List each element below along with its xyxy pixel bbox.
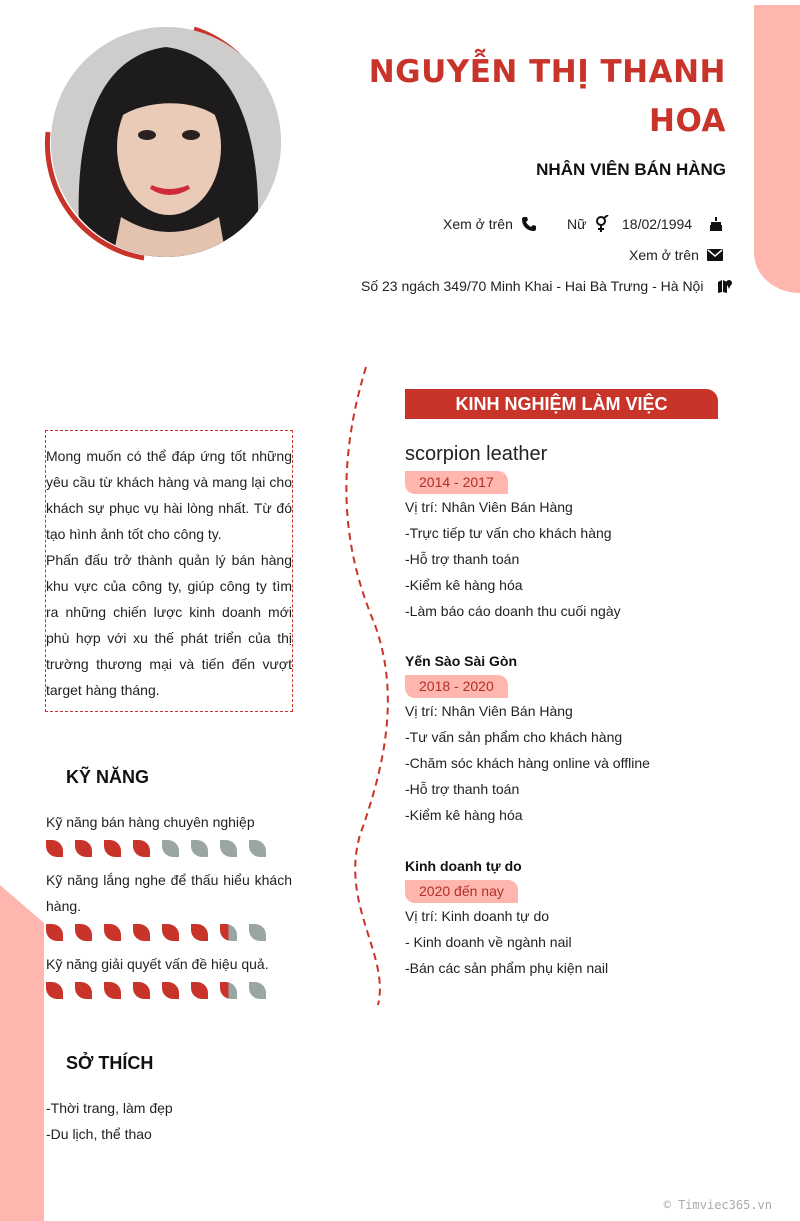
phone-icon [519,215,539,233]
skill-dot [104,982,121,999]
skill-dot [46,924,63,941]
contact-address [361,277,735,295]
job-line: -Bán các sản phẩm phụ kiện nail [405,960,609,976]
skill-dot [133,840,150,857]
skill-rating [46,840,266,857]
job-line: -Làm báo cáo doanh thu cuối ngày [405,603,621,619]
skill-label: Kỹ năng bán hàng chuyên nghiệp [46,814,255,830]
job-line: -Kiểm kê hàng hóa [405,577,523,593]
address-value: Số 23 ngách 349/70 Minh Khai - Hai Bà Trưng - Hà Nội [361,278,704,294]
skill-dot [75,982,92,999]
contact-birthday [622,215,726,233]
job-line: -Hỗ trợ thanh toán [405,551,520,567]
skills-title: KỸ NĂNG [66,767,150,787]
objective-paragraph-2: Phấn đấu trở thành quản lý bán hàng khu vực của công ty, giúp công ty tìm ra những chiến lược kinh doanh mới phù hợp với xu thế phát triển của thị trường thương mại và tiến đến vượt target hàng tháng. [46,552,292,698]
hobbies-title: SỞ THÍCH [66,1053,154,1073]
job-line: Vị trí: Kinh doanh tự do [405,908,550,924]
envelope-icon [705,246,725,264]
job-line: -Tư vấn sản phẩm cho khách hàng [405,729,623,745]
skill-dot [191,924,208,941]
skill-dot [220,924,237,941]
hobby-item: -Thời trang, làm đẹp [46,1100,173,1116]
skill-dot [104,840,121,857]
skill-dot [104,924,121,941]
job-period: 2014 - 2017 [405,471,508,494]
hobby-item: -Du lịch, thể thao [46,1126,152,1142]
skill-label: Kỹ năng lắng nghe để thấu hiểu khách hàng. [46,872,292,914]
cake-icon [706,215,726,233]
skill-dot [162,982,179,999]
skill-dot [75,924,92,941]
contact-gender [567,215,612,233]
skill-dot [220,982,237,999]
decor-shape-top-right [754,5,800,293]
experience-title: KINH NGHIỆM LÀM VIỆC [405,389,718,419]
skill-dot [191,840,208,857]
career-objective [45,430,293,712]
skill-dot [191,982,208,999]
contact-email [629,246,725,264]
contact-phone [443,215,539,233]
birthday-value: 18/02/1994 [622,216,693,232]
objective-paragraph-1: Mong muốn có thể đáp ứng tốt những yêu cầu từ khách hàng và mang lại cho khách sự phục vụ hài lòng nhất. Từ đó tạo hình ảnh tốt cho công ty. [46,448,292,542]
watermark: © Timviec365.vn [663,1198,772,1212]
skill-dot [249,840,266,857]
avatar [44,22,284,262]
job-line: Vị trí: Nhân Viên Bán Hàng [405,703,573,719]
job-line: -Hỗ trợ thanh toán [405,781,520,797]
map-pin-icon [715,277,735,295]
company-name: scorpion leather [405,443,548,465]
skill-dot [249,924,266,941]
job-line: -Chăm sóc khách hàng online và offline [405,755,650,771]
job-line: -Trực tiếp tư vấn cho khách hàng [405,525,612,541]
skill-rating [46,982,266,999]
profile-photo-illustration [51,27,281,257]
job-line: Vị trí: Nhân Viên Bán Hàng [405,499,573,515]
company-name: Kinh doanh tự do [405,858,522,874]
email-value: Xem ở trên [629,247,699,263]
skill-rating [46,924,266,941]
profile-photo [51,27,281,257]
skill-dot [249,982,266,999]
gender-icon [592,215,612,233]
skill-dot [46,840,63,857]
skill-dot [162,840,179,857]
skill-dot [220,840,237,857]
skill-dot [133,982,150,999]
phone-value: Xem ở trên [443,216,513,232]
skill-label: Kỹ năng giải quyết vấn đề hiệu quả. [46,956,269,972]
gender-value: Nữ [567,216,587,232]
job-line: - Kinh doanh về ngành nail [405,934,572,950]
job-period: 2018 - 2020 [405,675,508,698]
dashed-divider [330,365,400,1010]
decor-shape-bottom-left [0,885,44,1221]
skill-dot [46,982,63,999]
skill-dot [75,840,92,857]
company-name: Yến Sào Sài Gòn [405,653,518,669]
candidate-name: NGUYỄN THỊ THANH HOA [368,54,726,139]
job-line: -Kiểm kê hàng hóa [405,807,523,823]
skill-dot [162,924,179,941]
job-period: 2020 đến nay [405,880,518,903]
job-title: NHÂN VIÊN BÁN HÀNG [536,160,726,179]
skill-dot [133,924,150,941]
